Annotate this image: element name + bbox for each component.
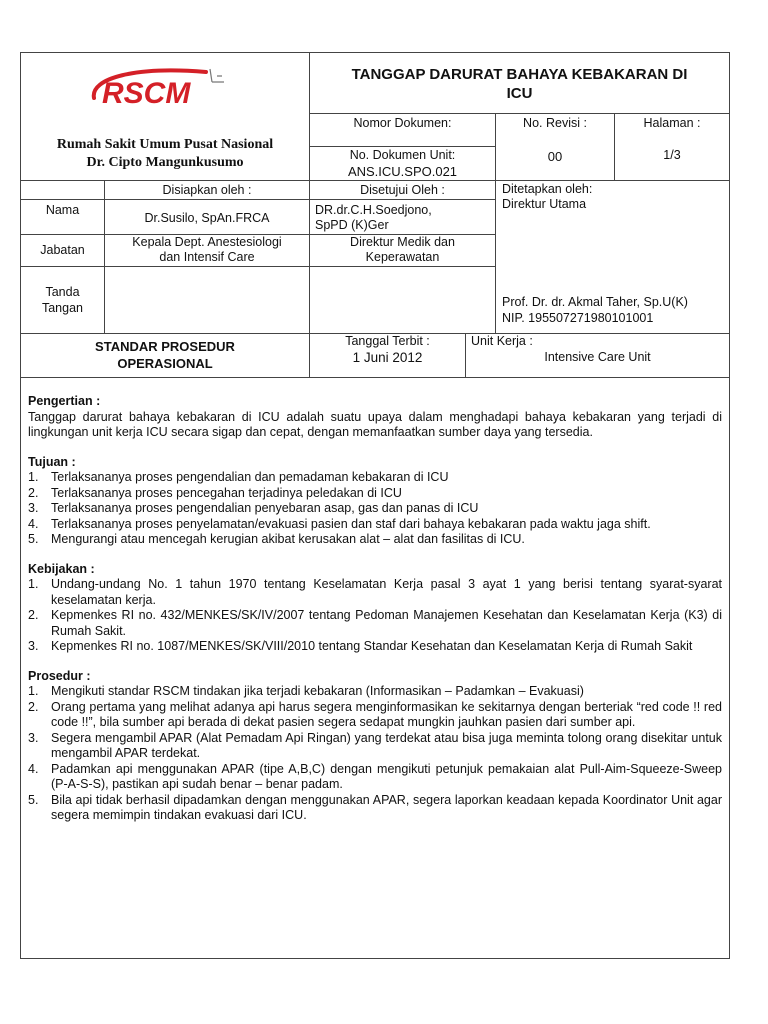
ditetapkan-role: Direktur Utama xyxy=(502,197,587,211)
list-item xyxy=(28,501,722,517)
rscm-logo xyxy=(86,58,236,116)
unit-kerja-label: Unit Kerja : xyxy=(471,334,533,348)
list-item xyxy=(28,762,722,793)
svg-text:RSCM: RSCM xyxy=(102,77,191,110)
logo-swoosh-icon xyxy=(86,58,236,116)
list-item xyxy=(28,793,722,824)
director-nip: NIP. 195507271980101001 xyxy=(502,311,654,325)
list-item-number: 1. xyxy=(28,684,39,698)
tujuan-list xyxy=(28,470,722,548)
kebijakan-heading: Kebijakan : xyxy=(28,561,95,576)
document-title-line1: TANGGAP DARURAT BAHAYA KEBAKARAN DI xyxy=(351,66,688,83)
tanda-tangan-label-line1: Tanda xyxy=(45,285,80,299)
revisi-value: 00 xyxy=(547,149,563,164)
tujuan-heading: Tujuan : xyxy=(28,454,76,469)
list-item-text: Mengikuti standar RSCM tindakan jika terjadi kebakaran (Informasikan – Padamkan – Evakuasi) xyxy=(51,684,584,698)
list-item-number: 5. xyxy=(28,532,39,546)
list-item-number: 4. xyxy=(28,761,39,776)
kebijakan-list xyxy=(28,577,722,655)
approved-by-job-line2: Keperawatan xyxy=(365,250,440,264)
list-item-number: 1. xyxy=(28,577,39,591)
list-item xyxy=(28,532,722,548)
list-item-text: Undang-undang No. 1 tahun 1970 tentang Keselamatan Kerja pasal 3 ayat 1 yang berisi tentang syarat-syarat keselamatan kerja. xyxy=(51,577,722,607)
ditetapkan-label: Ditetapkan oleh: xyxy=(502,182,593,196)
list-item-number: 1. xyxy=(28,470,39,484)
jabatan-label: Jabatan xyxy=(40,243,85,257)
list-item-number: 2. xyxy=(28,608,39,622)
list-item xyxy=(28,486,722,502)
list-item xyxy=(28,700,722,731)
approved-by-name-line2: SpPD (K)Ger xyxy=(315,218,389,232)
list-item-number: 3. xyxy=(28,730,39,745)
list-item-number: 4. xyxy=(28,516,39,531)
no-revisi-label: No. Revisi : xyxy=(523,116,587,130)
list-item-text: Kepmenkes RI no. 1087/MENKES/SK/VIII/2010 tentang Standar Kesehatan dan Keselamatan Kerja di Rumah Sakit xyxy=(51,639,693,653)
list-item xyxy=(28,577,722,608)
disiapkan-label: Disiapkan oleh : xyxy=(162,183,252,197)
list-item-number: 3. xyxy=(28,639,39,653)
approved-by-name-line1: DR.dr.C.H.Soedjono, xyxy=(315,203,432,217)
list-item xyxy=(28,517,722,533)
tanda-tangan-label-line2: Tangan xyxy=(41,301,83,315)
list-item-number: 2. xyxy=(28,485,39,500)
list-item xyxy=(28,731,722,762)
list-item xyxy=(28,684,722,700)
disetujui-label: Disetujui Oleh : xyxy=(360,183,445,197)
pengertian-heading: Pengertian : xyxy=(28,394,101,408)
halaman-label: Halaman : xyxy=(643,116,701,130)
list-item-text: Orang pertama yang melihat adanya api harus segera menginformasikan ke sekitarnya dengan berteriak “red code !! red code !!”, bila sumber api berada di dekat pasien segera sedapat mungkin jauhkan pasien dari sumber api. xyxy=(51,699,722,729)
list-item-text: Terlaksananya proses pencegahan terjadinya peledakan di ICU xyxy=(51,485,402,500)
list-item-text: Terlaksananya proses pengendalian penyebaran asap, gas dan panas di ICU xyxy=(51,501,479,515)
prepared-by-job-line2: dan Intensif Care xyxy=(159,250,255,264)
list-item-text: Terlaksananya proses pengendalian dan pemadaman kebakaran di ICU xyxy=(51,470,449,484)
prosedur-heading: Prosedur : xyxy=(28,668,91,683)
list-item xyxy=(28,470,722,486)
list-item xyxy=(28,608,722,639)
approved-by-job-line1: Direktur Medik dan xyxy=(350,235,455,249)
no-dokumen-unit-label: No. Dokumen Unit: xyxy=(349,148,456,162)
spo-label-line2: OPERASIONAL xyxy=(117,356,213,371)
prepared-by-job-line1: Kepala Dept. Anestesiologi xyxy=(132,235,282,249)
list-item xyxy=(28,639,722,655)
list-item-text: Bila api tidak berhasil dipadamkan dengan menggunakan APAR, segera laporkan keadaan kepada Koordinator Unit agar segera memimpin tindakan evakuasi dari ICU. xyxy=(51,792,722,822)
unit-kerja-value: Intensive Care Unit xyxy=(544,350,651,364)
list-item-number: 5. xyxy=(28,792,39,807)
halaman-value: 1/3 xyxy=(663,148,681,162)
hospital-name-line2: Dr. Cipto Mangunkusumo xyxy=(86,155,244,170)
document-title-line2: ICU xyxy=(506,85,533,102)
list-item-text: Mengurangi atau mencegah kerugian akibat kerusakan alat – alat dan fasilitas di ICU. xyxy=(51,532,525,546)
prosedur-list xyxy=(28,684,722,824)
no-dokumen-unit-value: ANS.ICU.SPO.021 xyxy=(347,164,458,179)
list-item-text: Segera mengambil APAR (Alat Pemadam Api Ringan) yang terdekat atau bisa juga meminta tolong orang disekitar untuk mengambil APAR terdekat. xyxy=(51,730,722,760)
document-body xyxy=(28,394,722,824)
list-item-text: Kepmenkes RI no. 432/MENKES/SK/IV/2007 tentang Pedoman Manajemen Kesehatan dan Keselamatan Kerja (K3) di Rumah Sakit. xyxy=(51,608,722,638)
list-item-number: 3. xyxy=(28,501,39,515)
tanggal-terbit-value: 1 Juni 2012 xyxy=(352,350,423,365)
pengertian-text: Tanggap darurat bahaya kebakaran di ICU adalah suatu upaya dalam menghadapi bahaya kebakaran yang terjadi di lingkungan unit kerja ICU secara sigap dan cepat, dengan memanfaatkan sumber daya yang tersedia. xyxy=(28,409,722,439)
nomor-dokumen-label: Nomor Dokumen: xyxy=(353,116,452,130)
list-item-text: Padamkan api menggunakan APAR (tipe A,B,C) dengan mengikuti petunjuk pemakaian alat Pull-Aim-Squeeze-Sweep (P-A-S-S), pastikan api sudah benar – benar padam. xyxy=(51,761,722,791)
spo-label-line1: STANDAR PROSEDUR xyxy=(95,339,235,354)
hospital-name-line1: Rumah Sakit Umum Pusat Nasional xyxy=(56,137,274,152)
list-item-number: 2. xyxy=(28,699,39,714)
prepared-by-name: Dr.Susilo, SpAn.FRCA xyxy=(144,211,270,225)
director-name: Prof. Dr. dr. Akmal Taher, Sp.U(K) xyxy=(502,295,688,309)
tanggal-terbit-label: Tanggal Terbit : xyxy=(345,334,430,348)
list-item-text: Terlaksananya proses penyelamatan/evakuasi pasien dan staf dari bahaya kebakaran pada waktu jaga shift. xyxy=(51,516,651,531)
nama-label: Nama xyxy=(45,203,80,217)
